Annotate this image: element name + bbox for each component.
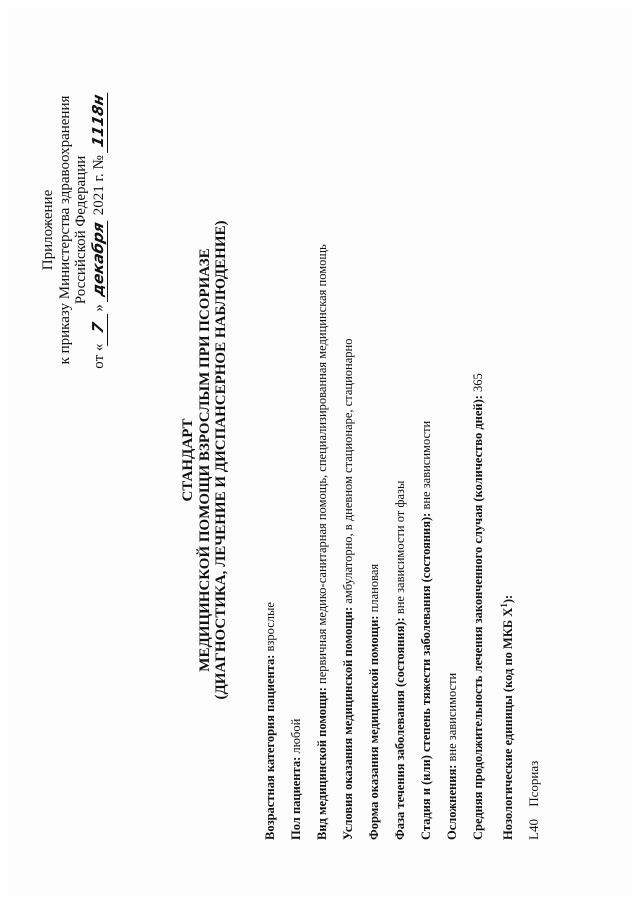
- nosology-label-end: ):: [501, 594, 516, 604]
- document-page: [40, 80, 600, 840]
- field-label: Осложнения:: [445, 764, 459, 840]
- title-line-2: МЕДИЦИНСКОЙ ПОМОЩИ ВЗРОСЛЫМ ПРИ ПСОРИАЗЕ: [196, 248, 213, 672]
- order-from: от «: [90, 343, 107, 369]
- field-value: вне зависимости от фазы: [393, 480, 407, 618]
- field-label: Пол пациента:: [289, 756, 303, 840]
- order-number-handwritten: 1118н: [90, 89, 108, 153]
- order-month-handwritten: декабря: [90, 217, 108, 302]
- field-treatment-duration: [471, 373, 485, 840]
- field-value: вне зависимости: [419, 420, 433, 513]
- field-care-type: [315, 244, 329, 840]
- field-complications: [445, 673, 459, 840]
- title-line-3: (ДИАГНОСТИКА, ЛЕЧЕНИЕ И ДИСПАНСЕРНОЕ НАБЛЮДЕНИЕ): [213, 220, 229, 700]
- appendix-country: Российской Федерации: [73, 155, 89, 305]
- field-label: Средняя продолжительность лечения законченного случая (количество дней):: [471, 395, 485, 840]
- order-quote: »: [90, 304, 107, 312]
- field-care-form: [367, 564, 381, 840]
- field-disease-stage: [419, 421, 433, 840]
- title-line-1: СТАНДАРТ: [180, 418, 196, 502]
- order-day-handwritten: 7: [90, 310, 108, 346]
- field-nosology: [497, 595, 515, 840]
- nosology-row: [527, 761, 541, 840]
- field-label: Стадия и (или) степень тяжести заболевания (состояния):: [419, 512, 433, 840]
- field-label: Вид медицинской помощи:: [315, 687, 329, 840]
- nosology-footnote: 1: [499, 603, 509, 608]
- field-value: плановая: [367, 563, 381, 616]
- nosology-label: [501, 595, 515, 840]
- field-value: любой: [289, 718, 303, 757]
- diagnosis-name: Псориаз: [526, 760, 541, 807]
- field-value: 365: [471, 373, 485, 396]
- appendix-block: [40, 90, 107, 370]
- field-value: взрослые: [263, 602, 277, 655]
- appendix-heading: Приложение: [40, 189, 56, 271]
- field-value: первичная медико-санитарная помощь, специализированная медицинская помощь: [315, 244, 329, 688]
- field-label: Возрастная категория пациента:: [263, 654, 277, 840]
- field-label: Форма оказания медицинской помощи:: [367, 615, 381, 840]
- scanned-page: [8, 8, 632, 897]
- field-label: Условия оказания медицинской помощи:: [341, 606, 355, 840]
- field-value: вне зависимости: [445, 672, 459, 765]
- icd-code: L40: [526, 819, 541, 840]
- field-value: амбулаторно, в дневном стационаре, стационарно: [341, 338, 355, 607]
- field-care-conditions: [341, 339, 355, 840]
- field-disease-phase: [393, 481, 407, 840]
- nosology-label-text: Нозологические единицы (код по МКБ Х: [501, 607, 516, 840]
- document-title: [180, 80, 230, 840]
- field-label: Фаза течения заболевания (состояния):: [393, 617, 407, 840]
- order-date-line: [90, 90, 108, 370]
- appendix-order-ref: к приказу Министерства здравоохранения: [56, 95, 73, 365]
- field-sex: [289, 719, 303, 840]
- field-age-category: [263, 602, 277, 840]
- order-year: 2021 г. №: [90, 155, 107, 216]
